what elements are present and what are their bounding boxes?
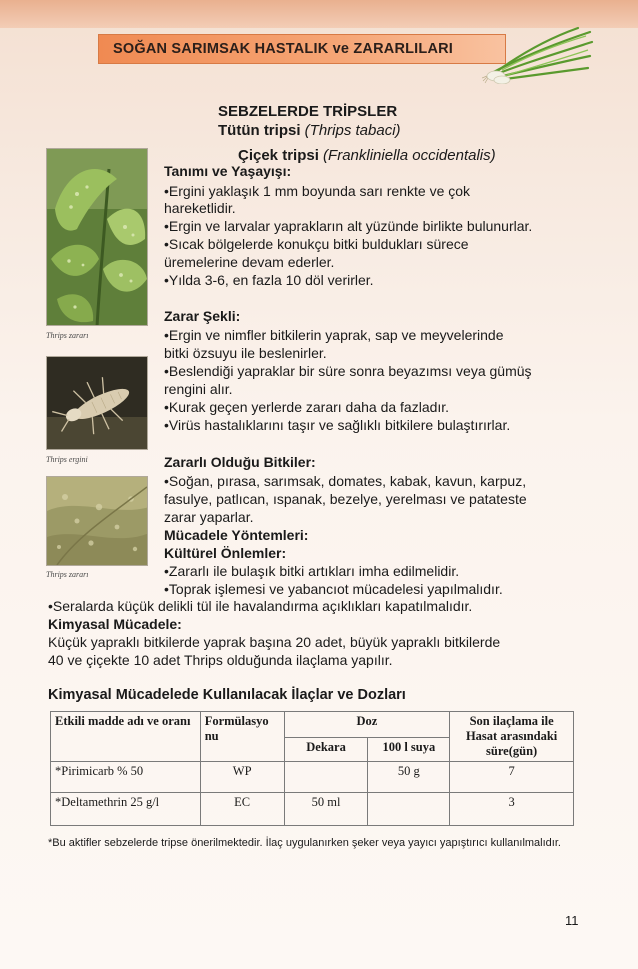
column-header: Formülasyo nu [200, 712, 284, 762]
photo-caption: Thrips zararı [46, 331, 89, 340]
table-cell: *Deltamethrin 25 g/l [51, 793, 201, 826]
column-header: Etkili madde adı ve oranı [51, 712, 201, 762]
species-line-tabaci [218, 122, 401, 139]
table-cell: 50 g [368, 762, 450, 793]
chapter-title: SOĞAN SARIMSAK HASTALIK ve ZARARLILARI [113, 41, 454, 57]
body-line: zarar yaparlar. [164, 509, 254, 525]
body-line: •Toprak işlemesi ve yabancıot mücadelesi yapılmalıdır. [164, 581, 503, 597]
adult-thrips-photo [46, 356, 148, 450]
body-line: üremelerine devam ederler. [164, 254, 335, 270]
column-header: Son ilaçlama ile Hasat arasındaki süre(gün) [450, 712, 574, 762]
table-cell [368, 793, 450, 826]
column-header: 100 l suya [368, 738, 450, 762]
body-line: •Ergin ve nimfler bitkilerin yaprak, sap ve meyvelerinde [164, 327, 504, 343]
photo-caption: Thrips zararı [46, 570, 89, 579]
species-common-name: Tütün tripsi [218, 122, 301, 139]
thrips-damaged-leaf-photo [46, 148, 148, 326]
table-cell: WP [200, 762, 284, 793]
section-wide [48, 598, 500, 669]
body-line: •Sıcak bölgelerde konukçu bitki buldukları sürece [164, 236, 469, 252]
body-line: 40 ve çiçekte 10 adet Thrips olduğunda ilaçlama yapılır. [48, 652, 393, 668]
table-cell: *Pirimicarb % 50 [51, 762, 201, 793]
photo-caption: Thrips ergini [46, 455, 88, 464]
section-heading: Mücadele Yöntemleri: [164, 527, 309, 543]
table-cell: 7 [450, 762, 574, 793]
column-header: Doz [284, 712, 450, 738]
body-line: •Ergin ve larvalar yaprakların alt yüzünde birlikte bulunurlar. [164, 218, 533, 234]
body-line: hareketlidir. [164, 200, 236, 216]
species-latin-name: (Frankliniella occidentalis) [323, 147, 496, 164]
green-onion-illustration [482, 26, 594, 84]
body-line: •Soğan, pırasa, sarımsak, domates, kabak, kavun, karpuz, [164, 473, 527, 489]
table-row [51, 793, 574, 826]
column-header: Dekara [284, 738, 368, 762]
page-number: 11 [565, 913, 579, 928]
body-line: bitki özsuyu ile beslenirler. [164, 345, 327, 361]
body-line: rengini alır. [164, 381, 233, 397]
section-heading: Tanımı ve Yaşayışı: [164, 163, 292, 179]
table-cell: 50 ml [284, 793, 368, 826]
body-line: •Zararlı ile bulaşık bitki artıkları imha edilmelidir. [164, 563, 460, 579]
table-header-row [51, 712, 574, 738]
thrips-damage-closeup-photo [46, 476, 148, 566]
body-line: fasulye, patlıcan, ıspanak, bezelye, yerelması ve patateste [164, 491, 527, 507]
body-line: •Yılda 3-6, en fazla 10 döl verirler. [164, 272, 374, 288]
body-line: •Virüs hastalıklarını taşır ve sağlıklı bitkilere bulaştırırlar. [164, 417, 511, 433]
section-heading: Zarar Şekli: [164, 308, 241, 324]
body-line: Küçük yapraklı bitkilerde yaprak başına 20 adet, büyük yapraklı bitkilerde [48, 634, 501, 650]
table-heading: Kimyasal Mücadelede Kullanılacak İlaçlar ve Dozları [48, 687, 406, 703]
section-heading: Kimyasal Mücadele: [48, 616, 182, 632]
section-heading: Zararlı Olduğu Bitkiler: [164, 454, 316, 470]
species-common-name: Çiçek tripsi [238, 147, 319, 164]
species-line-frankliniella [238, 147, 496, 164]
chapter-header-bar [98, 34, 506, 64]
section-bitkiler [164, 454, 527, 598]
section-heading: Kültürel Önlemler: [164, 545, 287, 561]
section-zarar [164, 308, 532, 434]
top-decorative-band [0, 0, 638, 28]
body-line: •Beslendiği yapraklar bir süre sonra beyazımsı veya gümüş [164, 363, 532, 379]
body-line: •Seralarda küçük delikli tül ile havalandırma açıklıkları kapatılmalıdır. [48, 598, 473, 614]
pesticide-dose-table [50, 711, 574, 826]
table-cell: 3 [450, 793, 574, 826]
table-row [51, 762, 574, 793]
body-line: •Kurak geçen yerlerde zararı daha da fazladır. [164, 399, 450, 415]
table-cell: EC [200, 793, 284, 826]
section-tanim [164, 163, 532, 289]
table-cell [284, 762, 368, 793]
pesticide-table-wrapper [50, 711, 574, 826]
footnote: *Bu aktifler sebzelerde tripse önerilmektedir. İlaç uygulanırken şeker veya yayıcı yapıştırıcı kullanılmalıdır. [48, 837, 561, 849]
article-title: SEBZELERDE TRİPSLER [218, 103, 398, 120]
body-line: •Ergini yaklaşık 1 mm boyunda sarı renkte ve çok [164, 183, 471, 199]
species-latin-name: (Thrips tabaci) [304, 122, 401, 139]
